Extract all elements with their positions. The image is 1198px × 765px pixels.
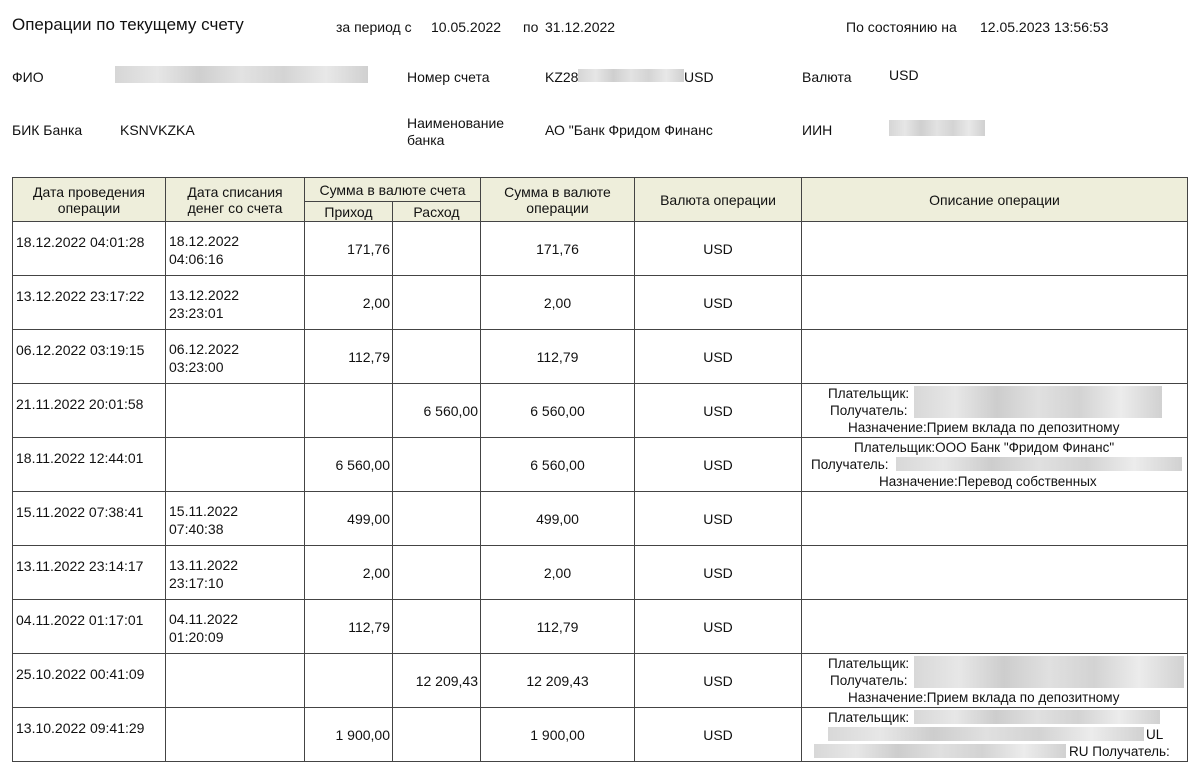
sum-op-cell: 112,79: [481, 600, 635, 654]
income-cell: 171,76: [305, 222, 393, 276]
currency-cell: USD: [635, 384, 802, 438]
currency-cell: USD: [635, 492, 802, 546]
table-row: [13, 384, 1188, 438]
fio-redacted: [115, 66, 368, 83]
op-date-cell: 13.11.2022 23:14:17: [13, 546, 166, 600]
expense-cell: [393, 708, 481, 762]
currency-value: USD: [889, 67, 919, 83]
income-cell: 112,79: [305, 600, 393, 654]
description-cell: [802, 492, 1188, 546]
desc-purpose: Назначение:Прием вклада по депозитному: [848, 690, 1120, 705]
header-description: Описание операции: [802, 178, 1188, 222]
desc-redacted: [814, 744, 1066, 758]
desc-payer: Плательщик:: [828, 386, 910, 401]
table-row: [13, 222, 1188, 276]
table-row: [13, 546, 1188, 600]
state-label: По состоянию на: [846, 19, 957, 35]
expense-cell: [393, 276, 481, 330]
sum-op-cell: 12 209,43: [481, 654, 635, 708]
desc-redacted: [914, 386, 1162, 418]
op-date-cell: 13.12.2022 23:17:22: [13, 276, 166, 330]
op-date-cell: 13.10.2022 09:41:29: [13, 708, 166, 762]
op-date-cell: 04.11.2022 01:17:01: [13, 600, 166, 654]
desc-recipient: Получатель:: [830, 673, 908, 688]
op-date-cell: 15.11.2022 07:38:41: [13, 492, 166, 546]
page-title: Операции по текущему счету: [12, 15, 244, 34]
table-row: [13, 600, 1188, 654]
debit-date-cell: [166, 708, 305, 762]
iin-redacted: [889, 120, 985, 136]
account-redacted: [578, 69, 684, 82]
header-sum-op: Сумма в валюте операции: [481, 178, 635, 222]
debit-date-cell: 13.12.2022 23:23:01: [166, 276, 305, 330]
description-cell: [802, 708, 1188, 762]
op-date-cell: 18.12.2022 04:01:28: [13, 222, 166, 276]
table-row: [13, 654, 1188, 708]
debit-date-cell: [166, 438, 305, 492]
debit-date-cell: 15.11.2022 07:40:38: [166, 492, 305, 546]
period-from: 10.05.2022: [431, 19, 502, 35]
header-op-currency: Валюта операции: [635, 178, 802, 222]
description-cell: [802, 654, 1188, 708]
account-prefix: KZ28: [545, 69, 579, 85]
period-to: 31.12.2022: [545, 19, 616, 35]
bank-name-label-2: банка: [407, 132, 445, 148]
state-datetime: 12.05.2023 13:56:53: [980, 19, 1109, 35]
debit-date-cell: 06.12.2022 03:23:00: [166, 330, 305, 384]
income-cell: 2,00: [305, 546, 393, 600]
income-cell: [305, 384, 393, 438]
period-to-label: по: [523, 19, 539, 35]
currency-cell: USD: [635, 222, 802, 276]
account-suffix: USD: [684, 69, 714, 85]
description-cell: [802, 330, 1188, 384]
fio-label: ФИО: [12, 69, 44, 85]
debit-date-cell: 04.11.2022 01:20:09: [166, 600, 305, 654]
description-cell: [802, 438, 1188, 492]
desc-ru-recipient: RU Получатель:: [1069, 744, 1170, 759]
bik-value: KSNVKZKA: [120, 122, 195, 138]
iin-label: ИИН: [802, 122, 833, 138]
expense-cell: 12 209,43: [393, 654, 481, 708]
currency-cell: USD: [635, 600, 802, 654]
desc-ul: UL: [1146, 727, 1164, 742]
bank-name-value: АО "Банк Фридом Финанс: [545, 122, 713, 138]
header-sum-account: Сумма в валюте счета: [305, 178, 481, 202]
sum-op-cell: 6 560,00: [481, 438, 635, 492]
sum-op-cell: 171,76: [481, 222, 635, 276]
debit-date-cell: [166, 654, 305, 708]
expense-cell: [393, 492, 481, 546]
desc-purpose: Назначение:Перевод собственных: [879, 474, 1097, 489]
sum-op-cell: 2,00: [481, 546, 635, 600]
desc-purpose: Назначение:Прием вклада по депозитному: [848, 420, 1120, 435]
desc-payer: Плательщик:: [828, 710, 910, 725]
operations-table: [12, 177, 1188, 762]
table-row: [13, 276, 1188, 330]
debit-date-cell: [166, 384, 305, 438]
sum-op-cell: 112,79: [481, 330, 635, 384]
expense-cell: [393, 330, 481, 384]
income-cell: 499,00: [305, 492, 393, 546]
expense-cell: [393, 600, 481, 654]
description-cell: [802, 384, 1188, 438]
op-date-cell: 21.11.2022 20:01:58: [13, 384, 166, 438]
desc-redacted: [828, 727, 1144, 741]
expense-cell: [393, 546, 481, 600]
currency-cell: USD: [635, 438, 802, 492]
desc-payer: Плательщик:ООО Банк "Фридом Финанс": [854, 440, 1115, 455]
sum-op-cell: 6 560,00: [481, 384, 635, 438]
op-date-cell: 06.12.2022 03:19:15: [13, 330, 166, 384]
currency-cell: USD: [635, 276, 802, 330]
op-date-cell: 25.10.2022 00:41:09: [13, 654, 166, 708]
header-income: Приход: [305, 202, 393, 222]
table-row: [13, 492, 1188, 546]
desc-payer: Плательщик:: [828, 656, 910, 671]
desc-redacted: [896, 457, 1182, 471]
header-expense: Расход: [393, 202, 481, 222]
description-cell: [802, 546, 1188, 600]
expense-cell: [393, 438, 481, 492]
description-cell: [802, 600, 1188, 654]
currency-cell: USD: [635, 708, 802, 762]
currency-cell: USD: [635, 330, 802, 384]
income-cell: 6 560,00: [305, 438, 393, 492]
table-row: [13, 330, 1188, 384]
currency-label: Валюта: [802, 69, 852, 85]
header-op-date: Дата проведения операции: [13, 178, 166, 222]
table-row: [13, 438, 1188, 492]
expense-cell: 6 560,00: [393, 384, 481, 438]
currency-cell: USD: [635, 654, 802, 708]
income-cell: 2,00: [305, 276, 393, 330]
op-date-cell: 18.11.2022 12:44:01: [13, 438, 166, 492]
description-cell: [802, 222, 1188, 276]
debit-date-cell: 18.12.2022 04:06:16: [166, 222, 305, 276]
income-cell: 112,79: [305, 330, 393, 384]
header-debit-date: Дата списания денег со счета: [166, 178, 305, 222]
description-cell: [802, 276, 1188, 330]
sum-op-cell: 1 900,00: [481, 708, 635, 762]
desc-recipient: Получатель:: [811, 457, 889, 472]
currency-cell: USD: [635, 546, 802, 600]
income-cell: [305, 654, 393, 708]
expense-cell: [393, 222, 481, 276]
debit-date-cell: 13.11.2022 23:17:10: [166, 546, 305, 600]
sum-op-cell: 2,00: [481, 276, 635, 330]
bik-label: БИК Банка: [12, 122, 83, 138]
desc-redacted: [914, 656, 1184, 688]
table-row: [13, 708, 1188, 762]
sum-op-cell: 499,00: [481, 492, 635, 546]
account-label: Номер счета: [407, 69, 490, 85]
period-label: за период с: [336, 19, 412, 35]
income-cell: 1 900,00: [305, 708, 393, 762]
bank-name-label-1: Наименование: [407, 115, 505, 131]
desc-recipient: Получатель:: [830, 403, 908, 418]
desc-redacted: [914, 710, 1160, 724]
